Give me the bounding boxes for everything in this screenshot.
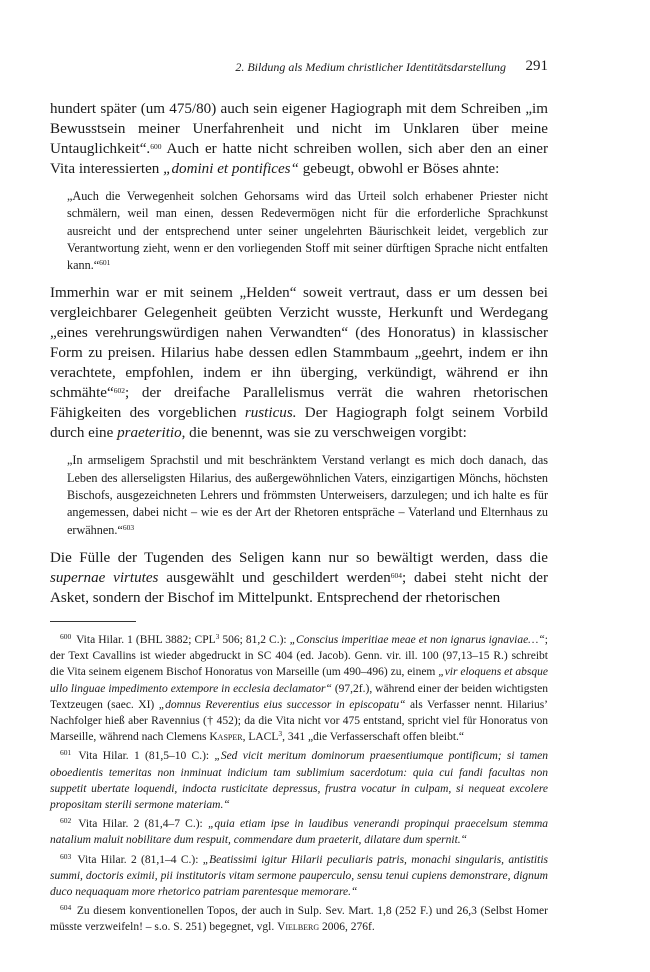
italic-phrase: praeteritio [117,425,182,442]
text-run: Zu diesem konventionellen Topos, der auch in Sulp. Sev. Mart. 1,8 (252 F.) und 26,3 (Selbst Homer müsste verzweifeln! – s.o. S. 251) begegnet, vgl. [50,905,548,934]
footnote-reference[interactable]: 602 [113,386,125,396]
text-run: 506; 81,2 C.): [219,633,290,646]
footnote-divider [50,621,136,622]
footnote-reference[interactable]: 603 [122,522,135,532]
footnote-602 [50,816,548,848]
italic-quote: „quia etiam ipse in laudibus venerandi propinqui praecelsum stemma natalium maluit nobilitare dum respuit, commendare dum praeterit, dilatare dum spernit.“ [50,818,549,847]
text-run: Vita Hilar. 1 (81,5–10 C.): [73,750,215,763]
superscript: 3 [215,631,220,641]
footnotes [50,632,548,936]
running-title: 2. Bildung als Medium christlicher Identitätsdarstellung [235,60,506,74]
text-run: , 341 „die Verfasserschaft offen bleibt.“ [282,731,465,744]
text-run: (97,2f.), während einer der beiden wichtigsten Textzeugen (saec. XI) [50,682,548,711]
author-name: Kasper [209,731,243,744]
footnote-number: 603 [60,851,72,861]
book-page [50,58,548,939]
body-paragraph [50,283,548,443]
superscript: 3 [278,729,283,739]
body-paragraph [50,548,548,608]
italic-quote: „Conscius imperitiae meae et non ignarus ignaviae…“ [289,633,545,646]
italic-quote: „Sed vicit meritum dominorum praesentiumque pontificum; si tamen oboedientis temeritas non inminuat indicium tam sublimium sacerdotum: quia cui fandi facultas non suppetit ubertate loquendi, indocta rusticitate depressus, frustra vocatur in culpam, si nequeat excolere propositam sterili sermone materiam.“ [50,750,549,811]
text-run: ausgewählt und geschildert werden [158,569,391,586]
italic-quote: „domnus Reverentius eius successor in episcopatu“ [158,698,406,711]
italic-phrase: „domini et pontifices“ [163,161,299,177]
text-run: Auch er hatte nicht schreiben wollen, sich aber den an einer Vita interessierten [50,141,548,177]
quote-text: „In armseligem Sprachstil und mit beschränktem Verstand verlangt es mich doch danach, das Leben des allerseligsten Hilarius, des außergewöhnlichen Vaters, einzigartigen Mönchs, höchsten Bischofs, ausgezeichneten Lehrers und frömmsten Unterweisers, darzulegen; und ich halte es für angemessen, dabei nicht – wie es der Art der Rhetoren entspräche – Vaterland und Elternhaus zu erwähnen.“ [67,453,548,537]
block-quote [67,452,548,538]
text-run: ; der dreifache Parallelismus verrät die wahren rhetorischen Fähigkeiten des vorgeblichen [50,385,548,422]
page-number: 291 [525,58,548,74]
footnote-number: 600 [60,631,72,641]
quote-text: „Auch die Verwegenheit solchen Gehorsams wird das Urteil solch erhabener Priester nicht schmälern, weil man einen, dessen Redevermögen nicht für die erforderliche Sprachkunst ausreicht und der entsprechend unter seiner ungelehrten Bäurischkeit leidet, vergeblich zur Verantwortung zieht, wenn er den vorliegenden Stoff mit seiner dürftigen Sprache nicht entfalten kann.“ [67,189,548,273]
italic-quote: „Beatissimi igitur Hilarii peculiaris patris, monachi singularis, antistitis summi, doctoris eximii, pii institutoris vitam sermone pauperculo, sensu tenui cupiens demonstrare, dignum duco nequaquam more rhetorico patriam parentesque memorare.“ [50,853,548,899]
footnote-number: 602 [60,816,72,826]
text-run: Vita Hilar. 1 (BHL 3882; CPL [73,633,216,646]
footnote-reference[interactable]: 604 [390,570,402,580]
italic-quote: „vir eloquens et absque ullo linguae impedimento extempore in ecclesia declamator“ [50,666,548,695]
footnote-600 [50,632,548,745]
text-run: Die Fülle der Tugenden des Seligen kann nur so bewältigt werden, dass die [50,549,548,566]
text-run: Vita Hilar. 2 (81,1–4 C.): [73,853,203,866]
block-quote [67,188,548,274]
footnote-number: 601 [60,748,72,758]
footnote-601 [50,748,548,813]
footnote-603 [50,852,548,901]
text-run: , die benennt, was sie zu verschweigen vorgibt: [181,425,467,442]
italic-phrase: supernae virtutes [50,569,159,586]
text-run: Vita Hilar. 2 (81,4–7 C.): [73,818,208,831]
text-run: ; dabei steht nicht der Asket, sondern der Bischof im Mittelpunkt. Entsprechend der rhetorischen [50,569,548,606]
author-name: Vielberg [277,921,320,934]
body-paragraph [50,99,548,179]
text-run: ; der Text Cavallins ist wieder abgedruckt in SC 404 (ed. Jacob). Genn. vir. ill. 100 (97,13–15 R.) schreibt die Vita seinem eigenem Bischof Honoratus von Marseille (um 490–496) zu, einem [50,633,548,679]
text-run: gebeugt, obwohl er Böses ahnte: [298,161,500,177]
running-header [50,58,548,78]
text-run: hundert später (um 475/80) auch sein eigener Hagiograph mit dem Schreiben „im Bewusstsein meiner Unerfahrenheit und nicht im Unklaren über meine Untauglichkeit“. [50,101,548,157]
footnote-reference[interactable]: 600 [150,142,162,151]
text-run: als Verfasser nennt. Hilarius’ Nachfolger hieß aber Ravennius († 452); da die Vita nicht vor 475 entstand, spricht viel für Honoratus von Marseille, während nach Clemens [50,698,549,744]
text-run: 2006, 276f. [319,921,375,934]
text-run: , LACL [242,731,279,744]
text-run: Immerhin war er mit seinem „Helden“ soweit vertraut, dass er um dessen bei vergleichbarer Gelegenheit geübten Verzicht wusste, Herkunft und Werdegang „eines verehrungswürdigen nahen Verwandten“ (des Honoratus) in klassischer Form zu preisen. Hilarius habe dessen edlen Stammbaum „geehrt, indem er ihn verachtete, empfohlen, indem er ihn überging, verkündigt, während er ihn schmähte“ [50,285,548,402]
footnote-604 [50,903,548,935]
text-run: Der Hagiograph folgt seinem Vorbild durch eine [50,405,548,442]
italic-phrase: rusticus. [244,405,297,422]
footnote-reference[interactable]: 601 [99,258,111,268]
footnote-number: 604 [60,903,72,913]
